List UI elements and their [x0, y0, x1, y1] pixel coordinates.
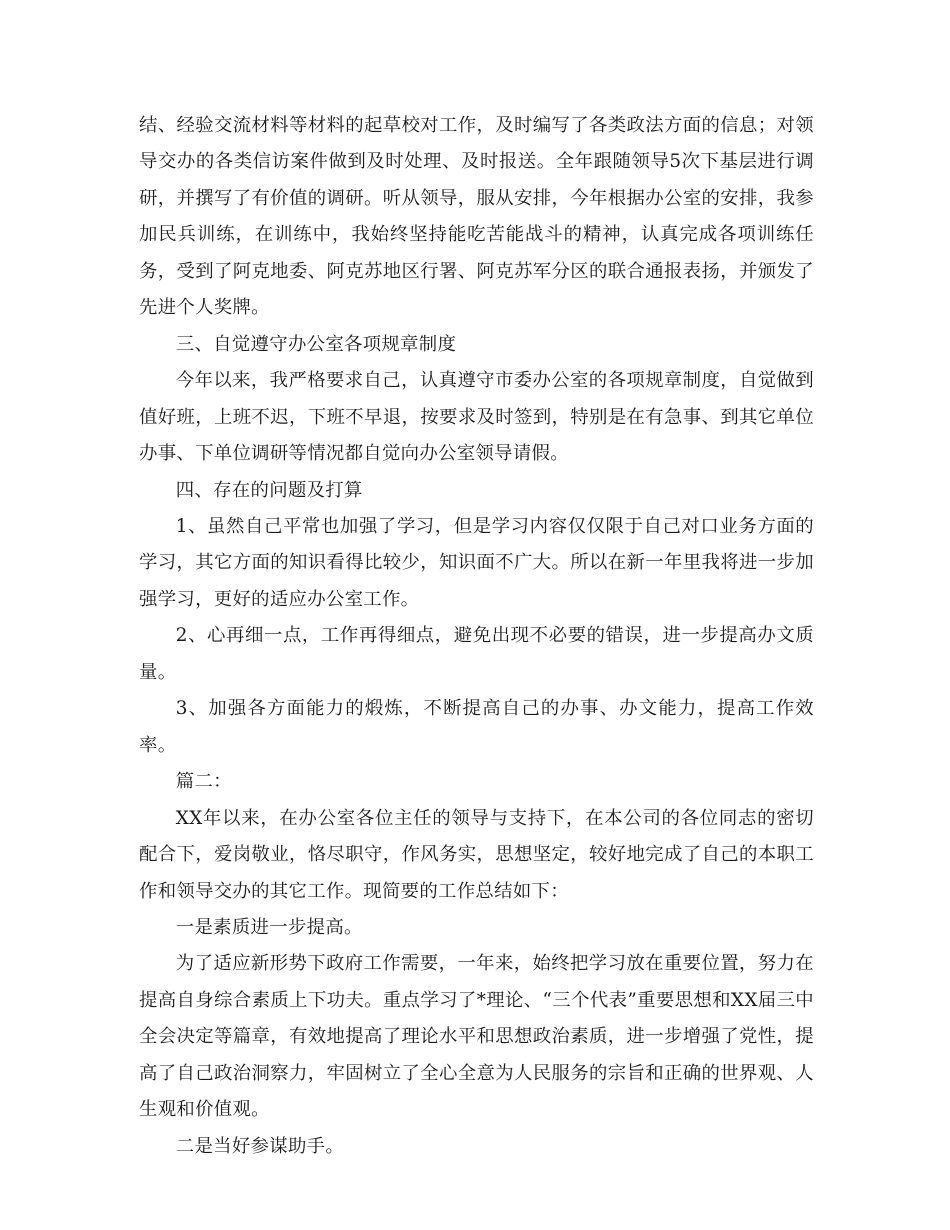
list-item-3: 3、加强各方面能力的煅炼，不断提高自己的办事、办文能力，提高工作效率。: [139, 698, 814, 756]
paragraph: XX年以来，在办公室各位主任的领导与支持下，在本公司的各位同志的密切配合下，爱岗敬业，恪尽职守，作风务实，思想坚定，较好地完成了自己的本职工作和领导交办的其它工作。现简要的工作总结如下：: [139, 807, 814, 902]
point-heading-2: 二是当好参谋助手。: [175, 1135, 345, 1157]
list-item-1: 1、虽然自己平常也加强了学习，但是学习内容仅仅限于自己对口业务方面的学习，其它方面的知识看得比较少，知识面不广大。所以在新一年里我将进一步加强学习，更好的适应办公室工作。: [139, 515, 814, 610]
section-heading-4: 四、存在的问题及打算: [175, 479, 363, 501]
document-body: [139, 108, 814, 1165]
point-heading-1: 一是素质进一步提高。: [175, 916, 363, 938]
paragraph: 为了适应新形势下政府工作需要，一年来，始终把学习放在重要位置，努力在提高自身综合素质上下功夫。重点学习了*理论、“三个代表”重要思想和XX届三中全会决定等篇章，有效地提高了理论水平和思想政治素质，进一步增强了党性，提高了自己政治洞察力，牢固树立了全心全意为人民服务的宗旨和正确的世界观、人生观和价值观。: [139, 953, 814, 1121]
list-item-2: 2、心再细一点，工作再得细点，避免出现不必要的错误，进一步提高办文质量。: [139, 625, 814, 683]
paragraph-continuation: 结、经验交流材料等材料的起草校对工作，及时编写了各类政法方面的信息；对领导交办的各类信访案件做到及时处理、及时报送。全年跟随领导5次下基层进行调研，并撰写了有价值的调研。听从领导，服从安排，今年根据办公室的安排，我参加民兵训练，在训练中，我始终坚持能吃苦能战斗的精神，认真完成各项训练任务，受到了阿克地委、阿克苏地区行署、阿克苏军分区的联合通报表扬，并颁发了先进个人奖牌。: [139, 115, 814, 319]
part-heading: 篇二：: [175, 771, 232, 793]
section-heading-3: 三、自觉遵守办公室各项规章制度: [175, 333, 457, 355]
paragraph: 今年以来，我严格要求自己，认真遵守市委办公室的各项规章制度，自觉做到值好班，上班不迟，下班不早退，按要求及时签到，特别是在有急事、到其它单位办事、下单位调研等情况都自觉向办公室领导请假。: [139, 370, 814, 465]
